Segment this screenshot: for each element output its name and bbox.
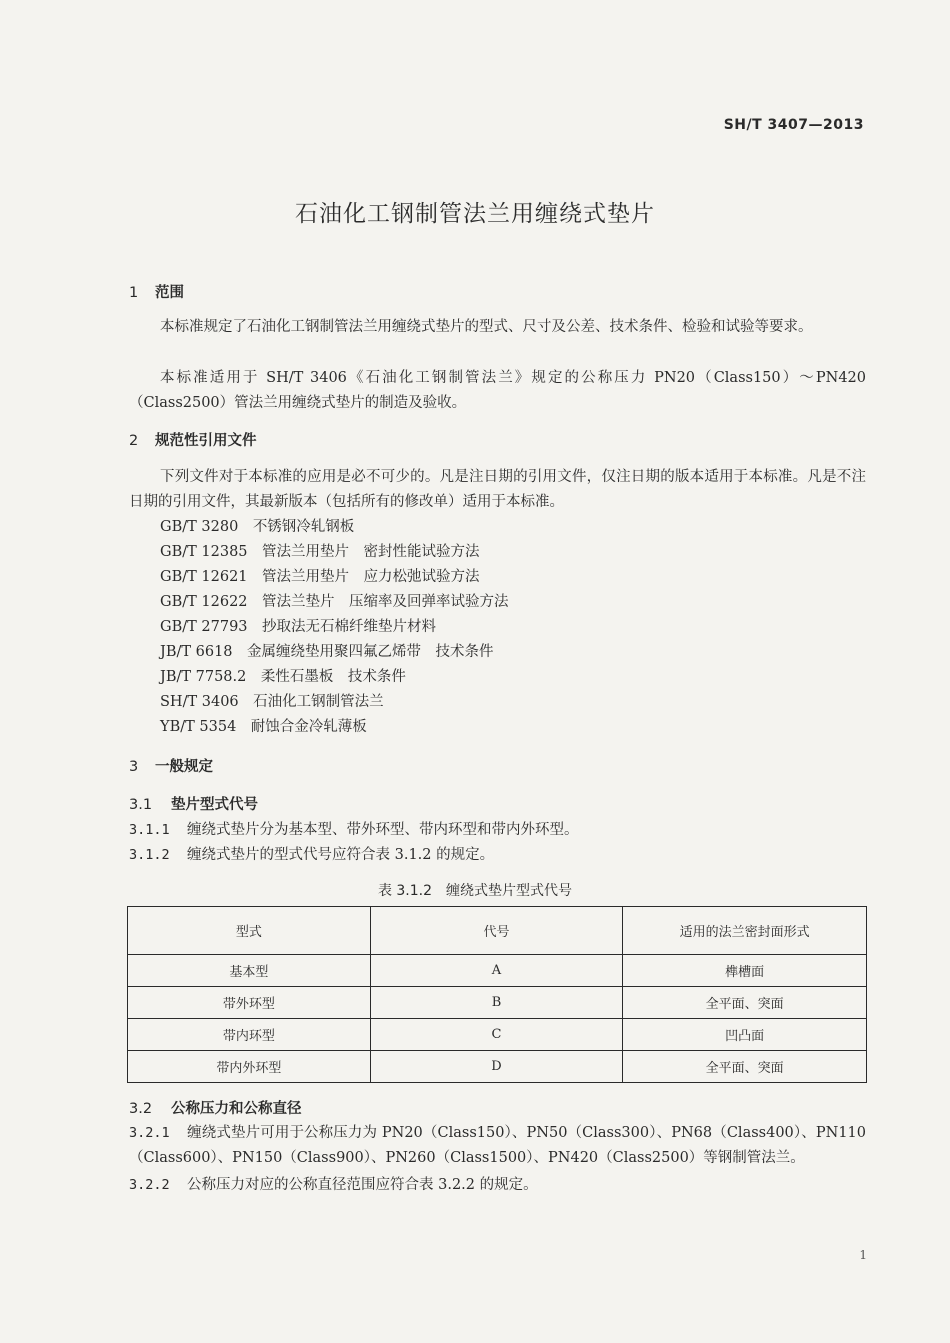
- section-title: 垫片型式代号: [171, 797, 258, 813]
- table-header-cell: 代号: [370, 907, 623, 955]
- table-cell: 带内环型: [128, 1019, 371, 1051]
- reference-item: SH/T 3406 石油化工钢制管法兰: [160, 694, 384, 710]
- table-header-row: [128, 907, 867, 955]
- section-number: 3: [129, 759, 139, 775]
- clause-3-1-1: [129, 818, 579, 839]
- table-row: [128, 955, 867, 987]
- clause-text: 缠绕式垫片可用于公称压力为 PN20（Class150）、PN50（Class300）、PN68（Class400）、PN110（Class600）、PN150（Class900）、PN260（Class1500）、PN420（Class2500）等钢制管法兰。: [129, 1125, 866, 1166]
- clause-3-1-2: [129, 843, 494, 864]
- section-number: 1: [129, 285, 139, 301]
- reference-item: GB/T 12621 管法兰用垫片 应力松弛试验方法: [160, 569, 480, 585]
- section-number: 3.2: [129, 1101, 153, 1117]
- section-title: 范围: [155, 285, 184, 301]
- section-title: 一般规定: [155, 759, 213, 775]
- gasket-type-table: [127, 906, 867, 1083]
- table-cell: 全平面、突面: [623, 987, 867, 1019]
- scope-paragraph-2: 本标准适用于 SH/T 3406《石油化工钢制管法兰》规定的公称压力 PN20（Class150）～PN420（Class2500）管法兰用缠绕式垫片的制造及验收。: [129, 370, 866, 411]
- table-cell: 榫槽面: [623, 955, 867, 987]
- table-cell: B: [370, 987, 623, 1019]
- clause-number: 3.1.1: [129, 822, 170, 838]
- clause-number: 3.1.2: [129, 847, 170, 863]
- table-cell: 全平面、突面: [623, 1051, 867, 1083]
- section-3-2-heading: [129, 1097, 302, 1118]
- section-title: 规范性引用文件: [155, 433, 257, 449]
- section-1-heading: [129, 281, 184, 302]
- reference-item: GB/T 12385 管法兰用垫片 密封性能试验方法: [160, 544, 480, 560]
- section-3-1-heading: [129, 793, 258, 814]
- table-caption: 表 3.1.2 缠绕式垫片型式代号: [377, 883, 573, 899]
- reference-list: [160, 515, 509, 740]
- clause-3-2-1: [129, 1121, 866, 1171]
- table-cell: 凹凸面: [623, 1019, 867, 1051]
- section-2-heading: [129, 429, 257, 450]
- standard-code: SH/T 3407—2013: [723, 117, 864, 133]
- references-intro: 下列文件对于本标准的应用是必不可少的。凡是注日期的引用文件，仅注日期的版本适用于本标准。凡是不注日期的引用文件，其最新版本（包括所有的修改单）适用于本标准。: [129, 469, 866, 510]
- reference-item: GB/T 3280 不锈钢冷轧钢板: [160, 519, 355, 535]
- reference-item: JB/T 6618 金属缠绕垫用聚四氟乙烯带 技术条件: [160, 644, 494, 660]
- reference-item: GB/T 12622 管法兰垫片 压缩率及回弹率试验方法: [160, 594, 509, 610]
- reference-item: YB/T 5354 耐蚀合金冷轧薄板: [160, 719, 367, 735]
- scope-paragraph-1: 本标准规定了石油化工钢制管法兰用缠绕式垫片的型式、尺寸及公差、技术条件、检验和试验等要求。: [160, 319, 813, 335]
- section-3-heading: [129, 755, 213, 776]
- table-row: [128, 1051, 867, 1083]
- reference-item: GB/T 27793 抄取法无石棉纤维垫片材料: [160, 619, 437, 635]
- page-number: 1: [859, 1248, 867, 1262]
- clause-number: 3.2.1: [129, 1125, 170, 1141]
- clause-text: 缠绕式垫片的型式代号应符合表 3.1.2 的规定。: [187, 847, 495, 863]
- table-cell: 带外环型: [128, 987, 371, 1019]
- table-cell: A: [370, 955, 623, 987]
- table-cell: D: [370, 1051, 623, 1083]
- table-cell: C: [370, 1019, 623, 1051]
- clause-3-2-2: [129, 1173, 538, 1194]
- table-cell: 基本型: [128, 955, 371, 987]
- reference-item: JB/T 7758.2 柔性石墨板 技术条件: [160, 669, 406, 685]
- table-row: [128, 1019, 867, 1051]
- document-title: 石油化工钢制管法兰用缠绕式垫片: [295, 201, 655, 227]
- table-header-cell: 适用的法兰密封面形式: [623, 907, 867, 955]
- clause-text: 公称压力对应的公称直径范围应符合表 3.2.2 的规定。: [187, 1177, 538, 1193]
- section-number: 2: [129, 433, 139, 449]
- clause-number: 3.2.2: [129, 1177, 170, 1193]
- table-row: [128, 987, 867, 1019]
- section-title: 公称压力和公称直径: [171, 1101, 302, 1117]
- table-cell: 带内外环型: [128, 1051, 371, 1083]
- clause-text: 缠绕式垫片分为基本型、带外环型、带内环型和带内外环型。: [187, 822, 579, 838]
- table-header-cell: 型式: [128, 907, 371, 955]
- section-number: 3.1: [129, 797, 153, 813]
